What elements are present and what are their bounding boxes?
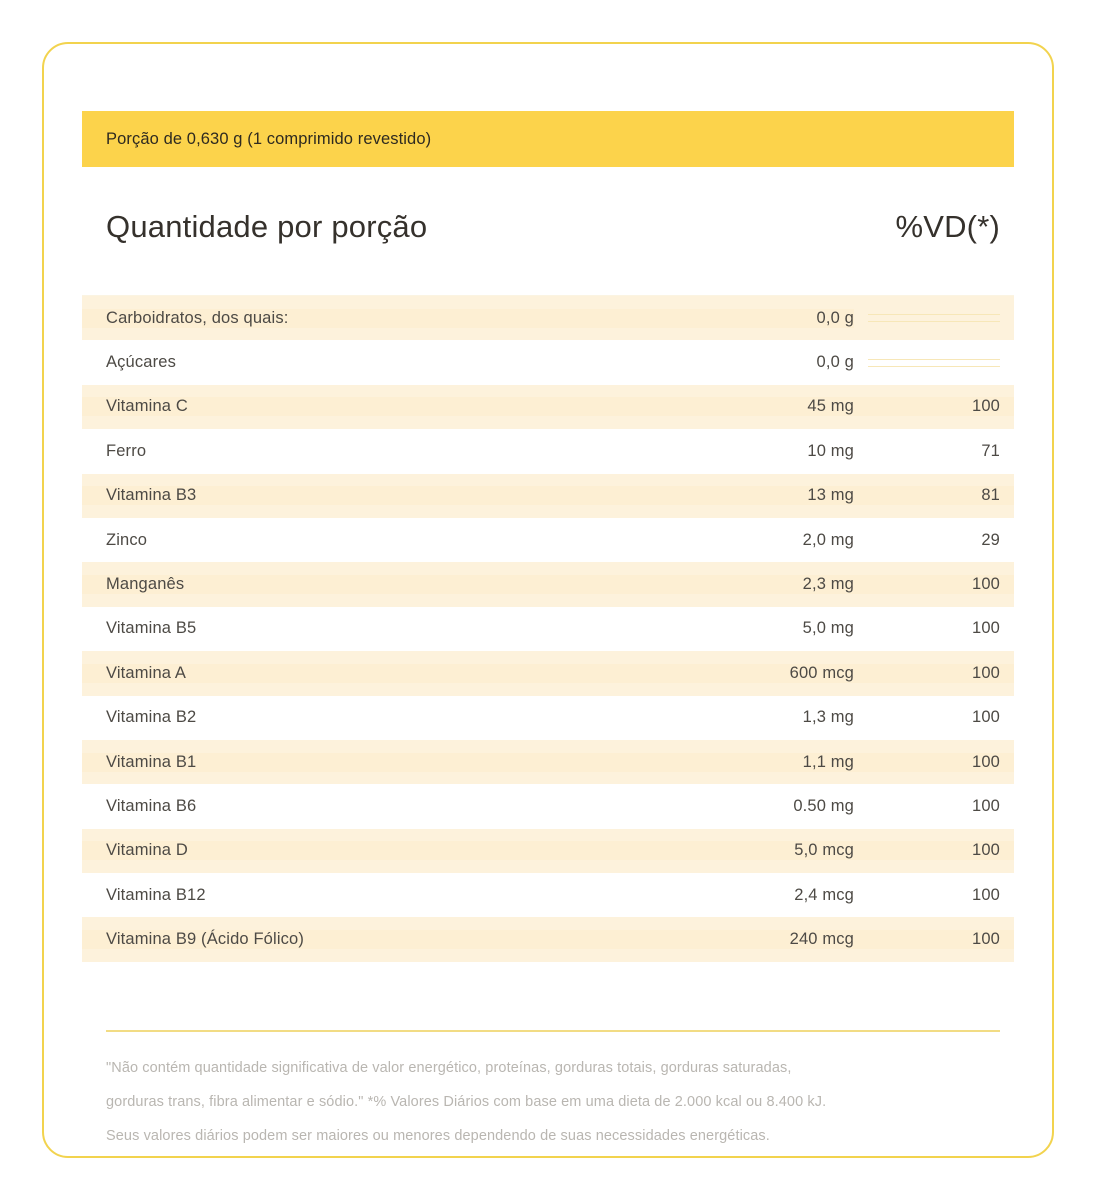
nutrient-name: Vitamina B6 <box>106 796 197 815</box>
nutrient-name: Vitamina B2 <box>106 708 197 727</box>
table-row <box>82 784 1014 828</box>
table-row <box>82 607 1014 651</box>
table-row <box>82 829 1014 873</box>
table-row <box>82 385 1014 429</box>
table-row <box>82 429 1014 473</box>
table-row <box>82 562 1014 606</box>
table-row <box>82 651 1014 695</box>
nutrition-table-header <box>106 196 1000 258</box>
nutrient-amount: 13 mg <box>642 486 854 505</box>
nutrient-amount: 1,1 mg <box>642 753 854 772</box>
table-row <box>82 740 1014 784</box>
nutrient-daily-value: 100 <box>854 397 1014 416</box>
nutrient-amount: 10 mg <box>807 441 854 460</box>
nutrient-amount: 5,0 mcg <box>642 841 854 860</box>
serving-size-banner <box>82 111 1014 167</box>
table-row <box>82 474 1014 518</box>
nutrient-amount: 2,4 mcg <box>794 885 854 904</box>
table-row <box>82 296 1014 340</box>
nutrition-rows <box>82 295 1014 962</box>
nutrient-name: Vitamina B12 <box>106 885 206 904</box>
nutrient-amount: 2,0 mg <box>802 530 854 549</box>
nutrient-daily-value: 100 <box>972 796 1000 815</box>
nutrient-amount: 5,0 mg <box>802 619 854 638</box>
table-row <box>82 873 1014 917</box>
nutrient-amount: 45 mg <box>642 397 854 416</box>
nutrient-name: Manganês <box>82 575 642 594</box>
amount-per-serving-label: Quantidade por porção <box>106 209 428 244</box>
nutrient-daily-value: 71 <box>981 441 1000 460</box>
nutrient-amount: 240 mcg <box>642 930 854 949</box>
nutrient-daily-value: 100 <box>854 575 1014 594</box>
footnote-line: gorduras trans, fibra alimentar e sódio." *% Valores Diários com base em uma dieta de 2.000 kcal ou 8.400 kJ. <box>106 1094 827 1110</box>
nutrient-name: Vitamina B1 <box>82 753 642 772</box>
nutrition-card-inner <box>82 44 1014 1156</box>
nutrient-name: Vitamina B5 <box>106 619 197 638</box>
nutrient-amount: 0,0 g <box>816 353 854 372</box>
footnote <box>106 1051 992 1153</box>
footnote-line: "Não contém quantidade significativa de valor energético, proteínas, gorduras totais, gorduras saturadas, <box>106 1060 792 1076</box>
nutrient-daily-value: 81 <box>854 486 1014 505</box>
nutrient-amount: 1,3 mg <box>802 708 854 727</box>
nutrient-name: Açúcares <box>106 353 176 372</box>
nutrient-name: Carboidratos, dos quais: <box>82 309 642 328</box>
nutrient-amount: 0.50 mg <box>793 796 854 815</box>
nutrient-daily-value: 29 <box>981 530 1000 549</box>
nutrient-daily-value: 100 <box>972 885 1000 904</box>
serving-size-text: Porção de 0,630 g (1 comprimido revestido) <box>106 129 432 148</box>
table-row <box>82 917 1014 961</box>
nutrient-daily-value: 100 <box>972 708 1000 727</box>
table-row <box>82 340 1014 384</box>
nutrient-daily-value: 100 <box>854 664 1014 683</box>
nutrient-name: Ferro <box>106 441 147 460</box>
nutrient-name: Vitamina C <box>82 397 642 416</box>
nutrient-amount: 2,3 mg <box>642 575 854 594</box>
nutrient-daily-value: 100 <box>972 619 1000 638</box>
nutrient-daily-value: 100 <box>854 930 1014 949</box>
footer-divider <box>106 1030 1000 1032</box>
table-row <box>82 518 1014 562</box>
nutrient-daily-value: 100 <box>854 753 1014 772</box>
table-row <box>82 696 1014 740</box>
nutrient-name: Vitamina D <box>82 841 642 860</box>
nutrient-name: Vitamina A <box>82 664 642 683</box>
nutrient-name: Vitamina B3 <box>82 486 642 505</box>
nutrient-amount: 600 mcg <box>642 664 854 683</box>
daily-value-label: %VD(*) <box>895 209 1000 244</box>
nutrient-name: Vitamina B9 (Ácido Fólico) <box>82 930 642 949</box>
nutrition-facts-card <box>42 42 1054 1158</box>
nutrient-amount: 0,0 g <box>642 309 854 328</box>
nutrient-name: Zinco <box>106 530 148 549</box>
footnote-line: Seus valores diários podem ser maiores ou menores dependendo de suas necessidades energéticas. <box>106 1128 770 1144</box>
nutrient-daily-value: 100 <box>854 841 1014 860</box>
